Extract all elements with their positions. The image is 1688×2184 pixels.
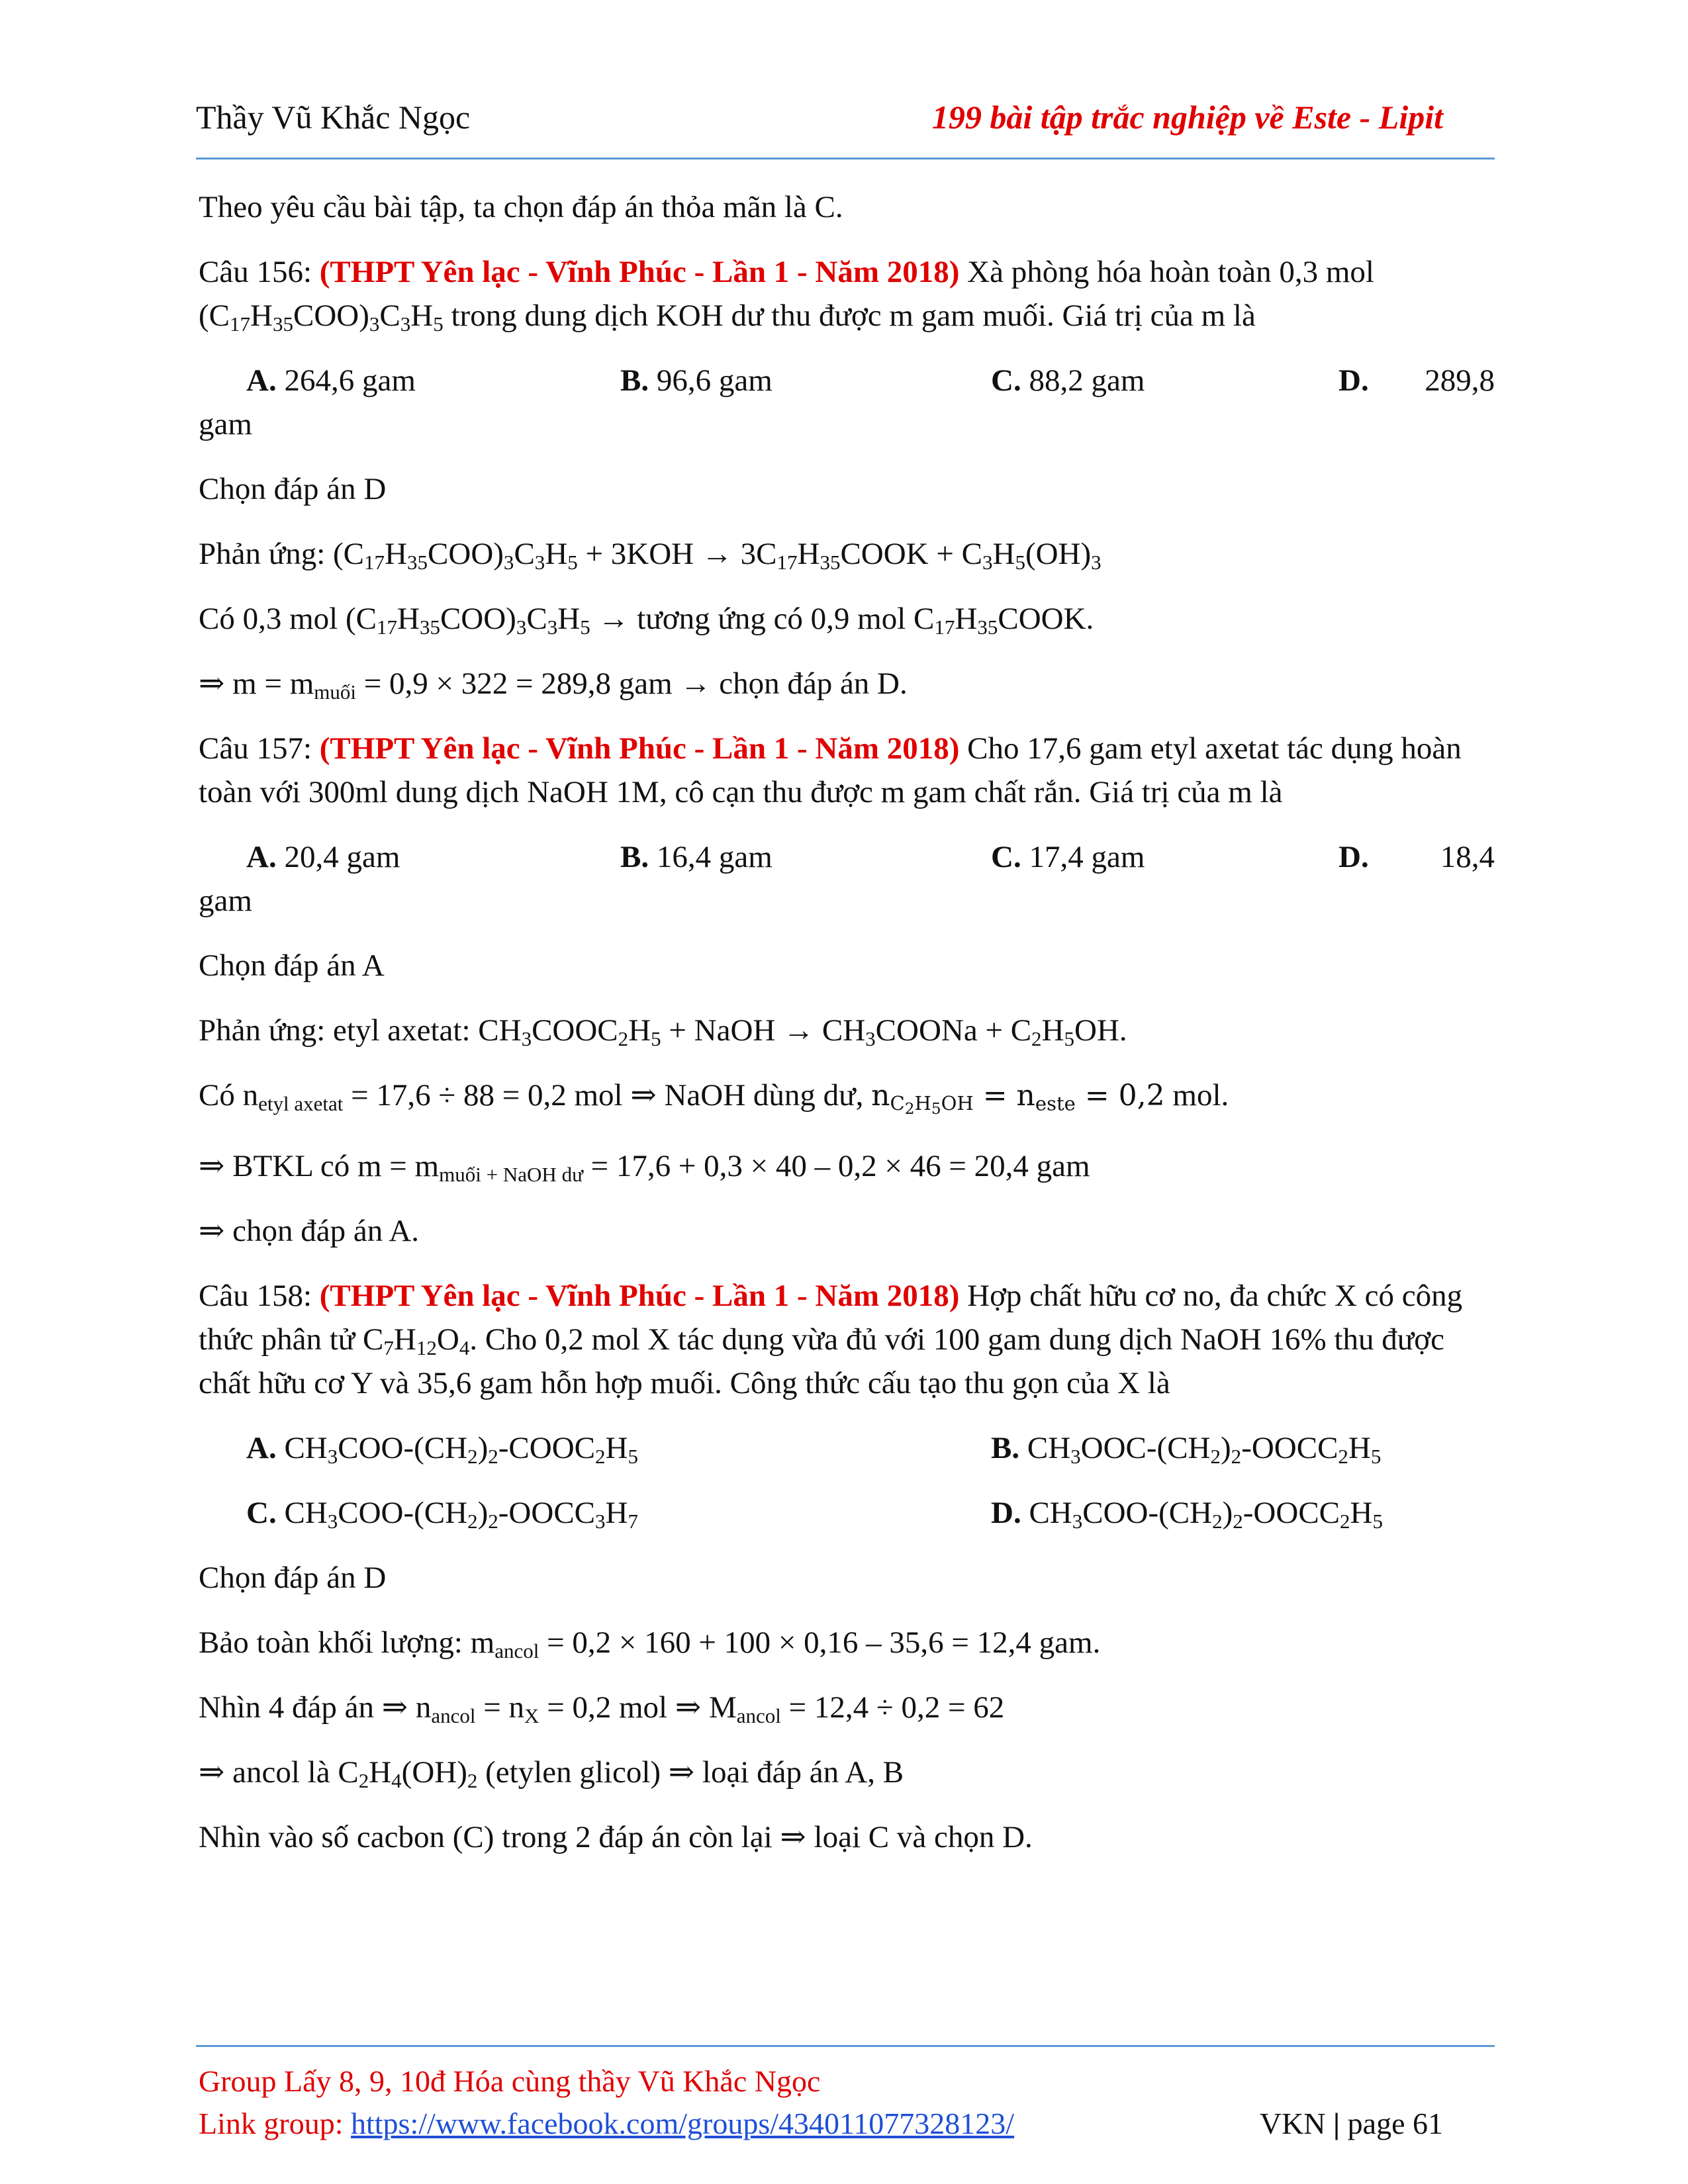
footer-brand: VKN xyxy=(1259,2107,1326,2140)
option-d: D. 18,4 xyxy=(1338,840,1495,874)
reaction-156: Phản ứng: $(C_{17}H_{35}COO)_3C_3H_5 + 3KOH$ → $3C_{17}H_{35}COOK + C_3H_5(OH)_3$ xyxy=(199,537,1102,574)
footer-link-label: Link group: xyxy=(199,2107,351,2140)
option-c: C. 88,2 gam xyxy=(991,363,1145,398)
footer-divider xyxy=(196,2045,1495,2047)
page-number: VKN | page 61 xyxy=(1259,2107,1443,2140)
footer-group: Group Lấy 8, 9, 10đ Hóa cùng thầy Vũ Khắc Ngọc xyxy=(199,2064,821,2098)
intro-text: Theo yêu cầu bài tập, ta chọn đáp án thỏa mãn là C. xyxy=(199,190,843,224)
option-d-continuation: gam xyxy=(199,884,252,918)
question-158: Câu 158: (THPT Yên lạc - Vĩnh Phúc - Lần 1 - Năm 2018) Hợp chất hữu cơ no, đa chức X có công thức phân tử $C_7H_{12}O_4$. Cho 0,2 mol X tác dụng vừa đủ với 100 gam dung dịch NaOH 16% thu được chất hữu cơ Y và 35,6 gam hỗn hợp muối. Công thức cấu tạo thu gọn của X là xyxy=(199,1279,1463,1400)
option-c: C. 17,4 gam xyxy=(991,840,1145,874)
mass-balance-158: Bảo toàn khối lượng: $m_{ancol} = 0,2 \times 160 + 100 \times 0,16 - 35,6 = 12,4$ gam. xyxy=(199,1625,1101,1662)
question-label: Câu 156: xyxy=(199,255,320,289)
final-157: ⇒ chọn đáp án A. xyxy=(199,1214,420,1248)
option-d: D. 289,8 xyxy=(1338,363,1495,398)
option-c: C. $CH_3COO-(CH_2)_2-OOCC_3H_7$ xyxy=(246,1496,638,1533)
footer-link-line xyxy=(199,2106,1014,2141)
last-line-158: Nhìn vào số cacbon (C) trong 2 đáp án còn lại ⇒ loại C và chọn D. xyxy=(199,1820,1033,1854)
reaction-157: Phản ứng: etyl axetat: $CH_3COOC_2H_5$ + NaOH → $CH_3COONa + C_2H_5OH$. xyxy=(199,1013,1127,1050)
question-source: (THPT Yên lạc - Vĩnh Phúc - Lần 1 - Năm 2018) xyxy=(319,731,960,766)
question-source: (THPT Yên lạc - Vĩnh Phúc - Lần 1 - Năm 2018) xyxy=(319,255,960,289)
option-b: B. 16,4 gam xyxy=(620,840,773,874)
question-157: Câu 157: (THPT Yên lạc - Vĩnh Phúc - Lần 1 - Năm 2018) Cho 17,6 gam etyl axetat tác dụng hoàn toàn với 300ml dung dịch NaOH 1M, cô cạn thu được m gam chất rắn. Giá trị của m là xyxy=(199,731,1462,809)
alcohol-158: ⇒ ancol là $C_2H_4(OH)_2$ (etylen glicol) ⇒ loại đáp án A, B xyxy=(199,1755,904,1792)
answer-158: Chọn đáp án D xyxy=(199,1561,387,1595)
group-link[interactable]: https://www.facebook.com/groups/434011077328123/ xyxy=(350,2107,1015,2140)
answer-157: Chọn đáp án A xyxy=(199,948,385,983)
option-b: B. $CH_3OOC-(CH_2)_2-OOCC_2H_5$ xyxy=(991,1431,1382,1468)
answer-156: Chọn đáp án D xyxy=(199,472,387,506)
btkl-157: ⇒ BTKL có $m = m_{muối + NaOH dư} = 17,6 + 0,3 \times 40 - 0,2 \times 46 = 20,4$ gam xyxy=(199,1149,1090,1186)
question-source: (THPT Yên lạc - Vĩnh Phúc - Lần 1 - Năm 2018) xyxy=(319,1279,960,1313)
page-label: page 61 xyxy=(1347,2107,1443,2140)
question-label: Câu 158: xyxy=(199,1279,320,1313)
options-157 xyxy=(246,835,1495,879)
header-title: 199 bài tập trắc nghiệp về Este - Lipit xyxy=(931,99,1443,136)
question-156: Câu 156: (THPT Yên lạc - Vĩnh Phúc - Lần 1 - Năm 2018) Xà phòng hóa hoàn toàn 0,3 mol $(C_{17}H_{35}COO)_3C_3H_5$ trong dung dịch KOH dư thu được m gam muối. Giá trị của m là xyxy=(199,255,1374,336)
option-d: D. $CH_3COO-(CH_2)_2-OOCC_2H_5$ xyxy=(991,1496,1383,1533)
question-label: Câu 157: xyxy=(199,731,320,766)
content-body xyxy=(199,185,1495,1880)
option-d-continuation: gam xyxy=(199,407,252,441)
header-author: Thầy Vũ Khắc Ngọc xyxy=(196,99,471,136)
option-a: A. $CH_3COO-(CH_2)_2-COOC_2H_5$ xyxy=(246,1431,638,1468)
moles-157: Có $n_{etyl axetat} = 17,6 \div 88 = 0,2$ mol ⇒ NaOH dùng dư, $n_{C_2H_5OH} = n_{este} = 0,2$ mol. xyxy=(199,1078,1229,1118)
header-divider xyxy=(196,158,1495,159)
conclusion-156: ⇒ $m = m_{muối} = 0,9 \times 322 = 289,8$ gam → chọn đáp án D. xyxy=(199,666,908,704)
option-b: B. 96,6 gam xyxy=(620,363,773,398)
options-156 xyxy=(246,359,1495,402)
mole-ratio-156: Có 0,3 mol $(C_{17}H_{35}COO)_3C_3H_5$ → tương ứng có 0,9 mol $C_{17}H_{35}COOK$. xyxy=(199,602,1094,639)
molar-mass-158: Nhìn 4 đáp án ⇒ $n_{ancol} = n_X = 0,2$ mol ⇒ $M_{ancol} = 12,4 \div 0,2 = 62$ xyxy=(199,1690,1005,1727)
options-158 xyxy=(246,1426,1495,1535)
option-a: A. 264,6 gam xyxy=(246,363,416,398)
option-a: A. 20,4 gam xyxy=(246,840,400,874)
